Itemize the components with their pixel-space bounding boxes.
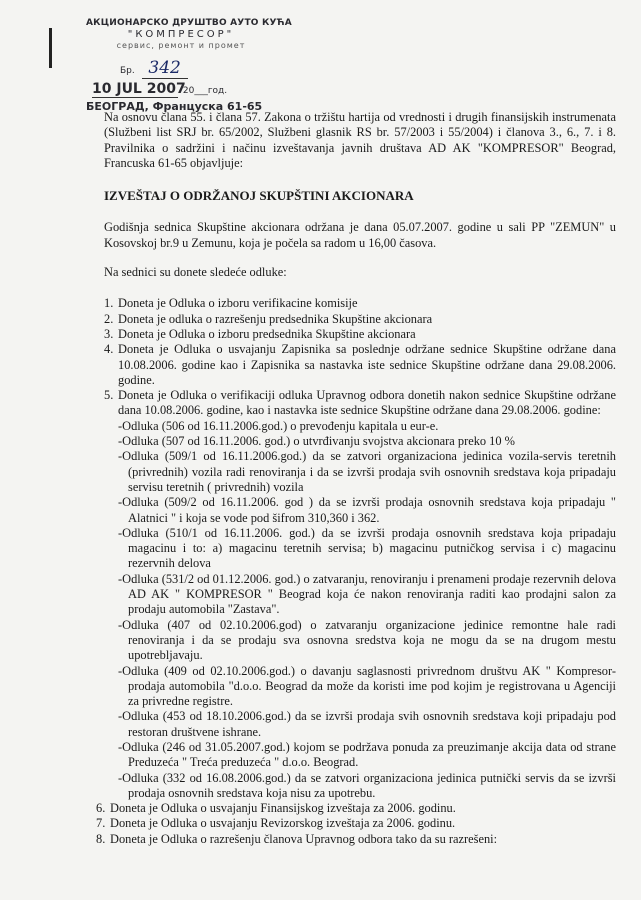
item-number: 6. xyxy=(96,801,106,816)
list-item xyxy=(104,327,616,342)
intro-paragraph: Na osnovu člana 55. i člana 57. Zakona o tržištu hartija od vrednosti i drugih finansijskih instrumenata (Službeni list SRJ br. 65/2002, Službeni glasnik RS br. 57/2003 i 55/2004) i članova 3., 6., 7. i 8. Pravilnika o sadržini i načinu izveštavanja javnih društava AD AK "KOMPRESOR" Beograd, Francuska 61-65 objavljuje: xyxy=(104,110,616,170)
list-item xyxy=(96,801,616,816)
item-text: Doneta je Odluka o izboru verifikacine komisije xyxy=(118,296,358,311)
item-text: Doneta je Odluka o izboru predsednika Skupštine akcionara xyxy=(118,326,416,341)
item-number: 5. xyxy=(104,388,114,403)
item-number: 7. xyxy=(96,816,106,831)
item-number: 2. xyxy=(104,311,114,326)
list-item xyxy=(104,296,616,311)
item-number: 4. xyxy=(104,342,114,357)
item-number: 1. xyxy=(104,296,114,311)
sub-list-item: -Odluka (507 od 16.11.2006. god.) o utvrđivanju svojstva akcionara preko 10 % xyxy=(118,434,515,449)
sub-list-item: -Odluka (453 od 18.10.2006.god.) da se izvrši prodaja svih osnovnih sredstava koji pripadaju pod restoran društvene ishrane. xyxy=(118,709,616,739)
sub-list-item: -Odluka (509/1 od 16.11.2006.god.) da se zatvori organizaciona jedinica vozila-servis teretnih (privrednih) vozila radi renoviranja i da se izvrši prodaja svih osnovnih sredstava koja pripadaju servisu teretnih ( privrednih) vozila xyxy=(118,449,616,494)
stamp-company: АКЦИОНАРСКО ДРУШТВО АУТО КУЋА xyxy=(86,18,292,28)
sub-list-item: -Odluka (332 od 16.08.2006.god.) da se zatvori organizaciona jedinica putnički servis da se izvrši prodaja osnovnih sredstava koja nisu za upotrebu. xyxy=(118,770,616,800)
sub-list-item: -Odluka (531/2 od 01.12.2006. god.) o zatvaranju, renoviranju i prenameni prodaje rezervnih delova AD AK " KOMPRESOR " Beograd koja će nakon renoviranja raditi kao prodajni salon za prodaju automobila "Zastava". xyxy=(118,571,616,617)
list-item xyxy=(104,312,616,327)
list-item xyxy=(96,832,616,847)
stamp-date-row xyxy=(92,81,276,98)
sub-list-item: -Odluka (246 od 31.05.2007.god.) kojom se podržava ponuda za preuzimanje akcija data od strane Preduzeća " Treća preduzeća " d.o.o. Beograd. xyxy=(118,739,616,770)
item-text: Doneta je odluka o razrešenju predsednika Skupštine akcionara xyxy=(118,311,433,326)
stamp-services: сервис, ремонт и промет xyxy=(116,41,246,50)
sub-list-item: -Odluka (506 od 16.11.2006.god.) o prevođenju kapitala u eur-e. xyxy=(118,418,439,433)
stamp-address: БЕОГРАД, Француска 61-65 xyxy=(86,100,263,113)
margin-bracket xyxy=(49,28,52,68)
decision-list xyxy=(96,296,616,847)
document-title: IZVEŠTAJ O ODRŽANOJ SKUPŠTINI AKCIONARA xyxy=(104,188,414,204)
sub-list-item: -Odluka (510/1 od 16.11.2006. god.) da se izvrši prodaja osnovnih sredstava koja pripadaju magacinu i to: a) magacinu teretnih servisa; b) magacinu putničkog servisa i c) magacinu rezervnih delova xyxy=(118,525,616,571)
stamp-br-value: 342 xyxy=(142,58,188,79)
stamp-date: 10 JUL 2007 xyxy=(92,81,186,97)
sub-list-item: -Odluka (509/2 od 16.11.2006. god ) da se izvrši prodaja osnovnih sredstava koja pripadaju " Alatnici " i koja se vode pod šifrom 310,360 i 362. xyxy=(118,495,616,525)
item-text: Doneta je Odluka o verifikaciji odluka Upravnog odbora donetih nakon sednice Skupštine održane dana 10.08.2006. godine, kao i nastavka iste sednice Skupštine održane dana 29.08.2006. godine: xyxy=(118,388,616,418)
item-text: Doneta je Odluka o razrešenju članova Upravnog odbora tako da su razrešeni: xyxy=(110,831,498,846)
item-text: Doneta je Odluka o usvajanju Zapisnika sa poslednje održane sednice Skupštine održane dana 10.08.2006. godine kao i Zapisnika sa nastavka iste sednice Skupštine održane dana 29.08.2006. godine. xyxy=(118,342,616,387)
registry-stamp xyxy=(86,18,292,113)
item-number: 8. xyxy=(96,831,106,846)
list-item xyxy=(104,342,616,388)
stamp-number-row xyxy=(120,58,276,79)
item-text: Doneta je Odluka o usvajanju Revizorskog izveštaja za 2006. godinu. xyxy=(110,816,456,831)
session-paragraph: Godišnja sednica Skupštine akcionara održana je dana 05.07.2007. godine u sali PP "ZEMUN" u Kosovskoj br.9 u Zemunu, koja je počela sa radom u 16,00 časova. xyxy=(104,220,616,250)
item-text: Doneta je Odluka o usvajanju Finansijskog izveštaja za 2006. godinu. xyxy=(110,801,456,816)
decisions-intro: Na sednici su donete sledeće odluke: xyxy=(104,265,287,280)
stamp-name: "КОМПРЕСОР" xyxy=(127,29,235,40)
stamp-br-label: Бр. xyxy=(120,66,135,76)
list-item xyxy=(96,816,616,831)
sub-list-item: -Odluka (407 od 02.10.2006.god) o zatvaranju organizacione jedinice remontne hale radi renoviranja i da se prodaju sva osnovna sredstva koja ne mogu da se na drugom mestu upotrebljavaju. xyxy=(118,617,616,663)
list-item xyxy=(104,388,616,419)
sub-decision-list xyxy=(118,419,616,801)
sub-list-item: -Odluka (409 od 02.10.2006.god.) o davanju saglasnosti privrednom društvu AK " Kompresor-prodaja automobila "d.o.o. Beograd da može da koristi ime pod kojim je registrovana u Agenciji za privredne registre. xyxy=(118,663,616,709)
item-number: 3. xyxy=(104,326,114,341)
document-body xyxy=(96,110,616,847)
stamp-year-label: 20___год. xyxy=(182,86,228,96)
